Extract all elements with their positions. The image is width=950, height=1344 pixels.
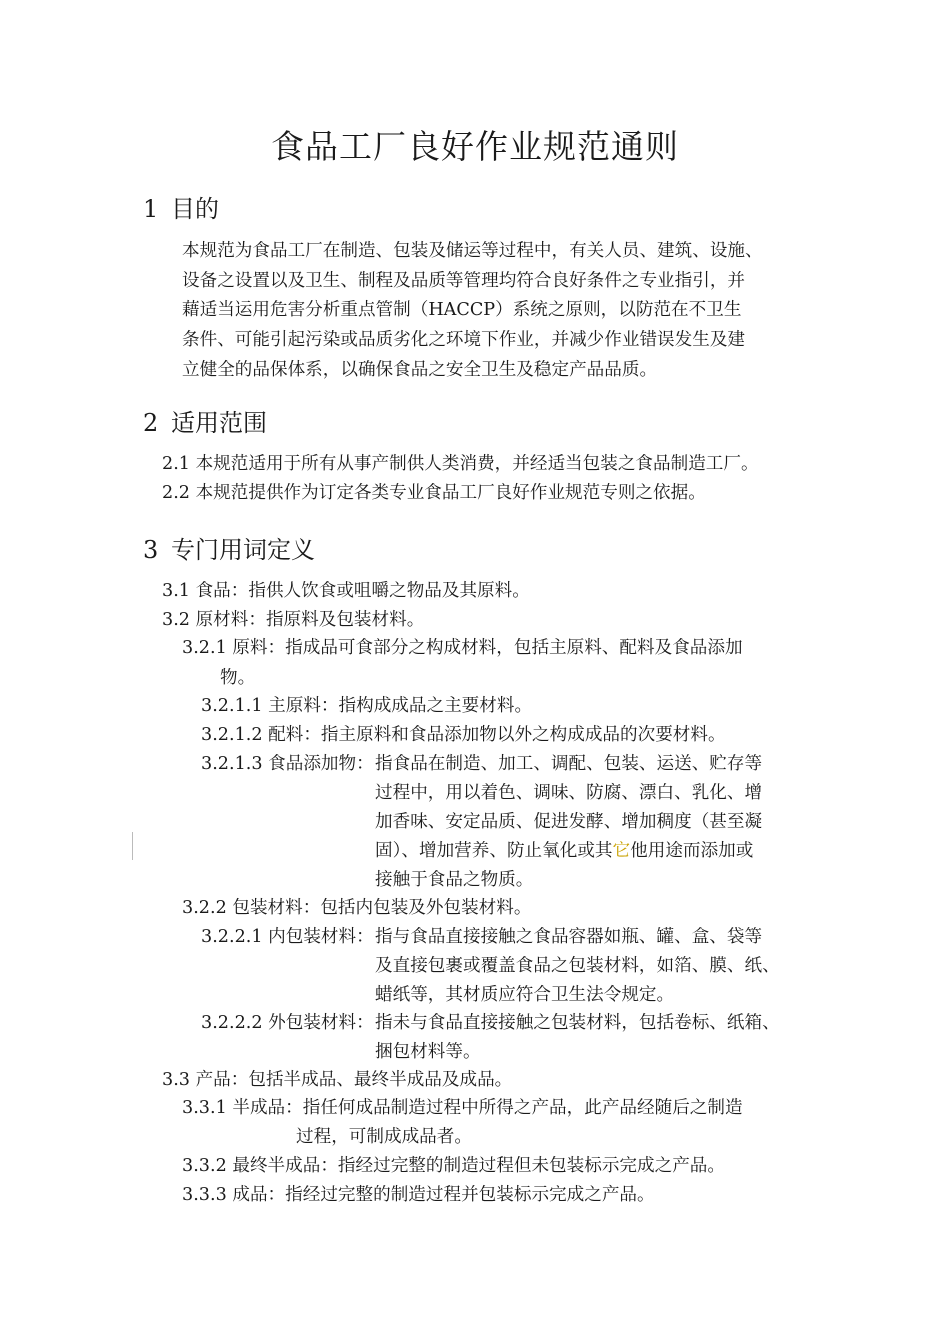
definition-3-3-3: 3.3.3 成品：指经过完整的制造过程并包装标示完成之产品。 bbox=[182, 1185, 655, 1205]
section-3-heading bbox=[143, 533, 315, 567]
definition-3-2-2-2-label: 3.2.2.2 外包装材料： bbox=[201, 1013, 374, 1033]
definition-3-2-1-3-label: 3.2.1.3 食品添加物： bbox=[201, 754, 374, 774]
paragraph-line: 设备之设置以及卫生、制程及品质等管理均符合良好条件之专业指引，并 bbox=[182, 270, 746, 291]
text-segment: 固）、增加营养、防止氧化或其 bbox=[375, 841, 613, 861]
definition-3-3-1: 3.3.1 半成品：指任何成品制造过程中所得之产品，此产品经随后之制造 bbox=[182, 1098, 743, 1118]
text-segment: 他用途而添加或 bbox=[630, 841, 754, 861]
paragraph-line: 立健全的品保体系，以确保食品之安全卫生及稳定产品品质。 bbox=[182, 359, 658, 380]
section-1-heading bbox=[143, 192, 219, 226]
paragraph-line: 本规范为食品工厂在制造、包装及储运等过程中，有关人员、建筑、设施、 bbox=[182, 241, 763, 261]
section-2-title: 适用范围 bbox=[171, 409, 267, 437]
paragraph-line: 藉适当运用危害分析重点管制（HACCP）系统之原则，以防范在不卫生 bbox=[182, 300, 742, 321]
definition-3-3-2: 3.3.2 最终半成品：指经过完整的制造过程但未包装标示完成之产品。 bbox=[182, 1156, 725, 1176]
definition-3-2-1-3-line: 接触于食品之物质。 bbox=[375, 870, 534, 890]
section-2-number: 2 bbox=[143, 409, 159, 437]
definition-3-2-1-1: 3.2.1.1 主原料：指构成成品之主要材料。 bbox=[201, 696, 533, 716]
definition-3-3: 3.3 产品：包括半成品、最终半成品及成品。 bbox=[162, 1070, 513, 1090]
definition-3-2: 3.2 原材料：指原料及包装材料。 bbox=[162, 610, 425, 630]
definition-3-1: 3.1 食品：指供人饮食或咀嚼之物品及其原料。 bbox=[162, 581, 530, 601]
section-1-title: 目的 bbox=[171, 195, 219, 223]
definition-3-2-1-3-line: 加香味、安定品质、促进发酵、增加稠度（甚至凝 bbox=[375, 812, 763, 832]
margin-change-bar bbox=[132, 832, 133, 860]
section-2-heading bbox=[143, 406, 267, 440]
definition-3-3-1-cont: 过程，可制成成品者。 bbox=[296, 1127, 472, 1147]
clause-2-1: 2.1 本规范适用于所有从事产制供人类消费，并经适当包装之食品制造工厂。 bbox=[162, 454, 759, 474]
definition-3-2-1-cont: 物。 bbox=[220, 668, 256, 688]
definition-3-2-2-1-line: 指与食品直接接触之食品容器如瓶、罐、盒、袋等 bbox=[375, 927, 763, 947]
definition-3-2-2-2-line: 指未与食品直接接触之包装材料，包括卷标、纸箱、 bbox=[375, 1013, 780, 1033]
definition-3-2-2-1-line: 及直接包裹或覆盖食品之包装材料，如箔、膜、纸、 bbox=[375, 956, 780, 976]
section-1-paragraph bbox=[182, 237, 822, 386]
definition-3-2-1-2: 3.2.1.2 配料：指主原料和食品添加物以外之构成成品的次要材料。 bbox=[201, 725, 726, 745]
highlighted-character: 它 bbox=[612, 841, 631, 861]
document-title: 食品工厂良好作业规范通则 bbox=[271, 127, 679, 166]
definition-3-2-1-3-line: 指食品在制造、加工、调配、包装、运送、贮存等 bbox=[375, 754, 763, 774]
definition-3-2-1-3-line bbox=[375, 837, 753, 866]
section-1-number: 1 bbox=[143, 195, 159, 223]
definition-3-2-2-1-line: 蜡纸等，其材质应符合卫生法令规定。 bbox=[375, 985, 675, 1005]
definition-3-2-2-1-label: 3.2.2.1 内包装材料： bbox=[201, 927, 374, 947]
section-3-number: 3 bbox=[143, 536, 159, 564]
definition-3-2-2-2-line: 捆包材料等。 bbox=[375, 1042, 481, 1062]
section-3-title: 专门用词定义 bbox=[171, 536, 315, 564]
definition-3-2-2: 3.2.2 包装材料：包括内包装及外包装材料。 bbox=[182, 898, 532, 918]
definition-3-2-1-3-line: 过程中，用以着色、调味、防腐、漂白、乳化、增 bbox=[375, 783, 763, 803]
paragraph-line: 条件、可能引起污染或品质劣化之环境下作业，并减少作业错误发生及建 bbox=[182, 330, 746, 351]
clause-2-2: 2.2 本规范提供作为订定各类专业食品工厂良好作业规范专则之依据。 bbox=[162, 483, 706, 503]
definition-3-2-1: 3.2.1 原料：指成品可食部分之构成材料，包括主原料、配料及食品添加 bbox=[182, 638, 743, 658]
